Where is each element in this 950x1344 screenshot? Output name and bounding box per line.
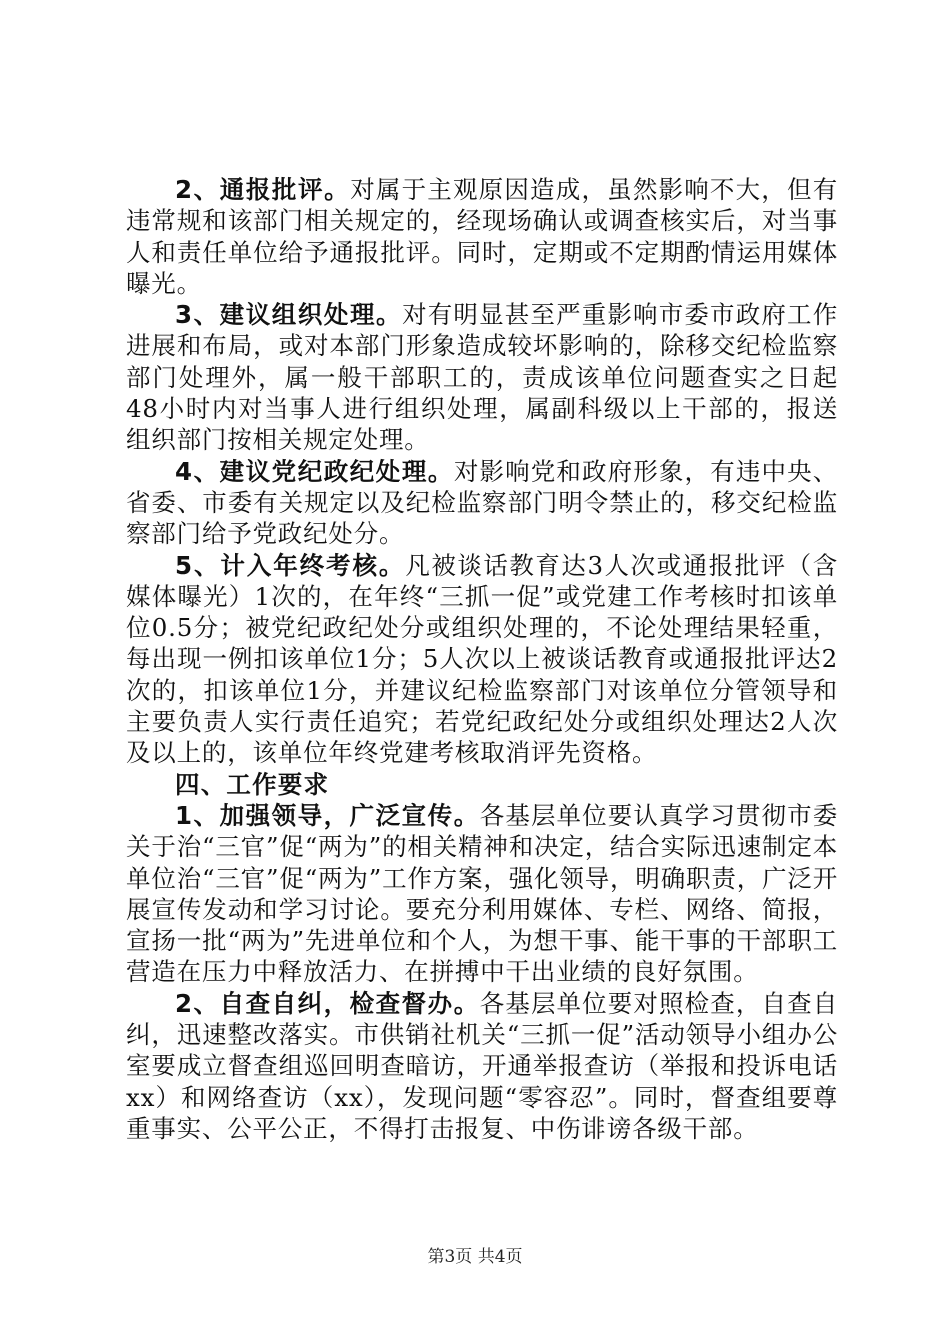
paragraph-text: 凡被谈话教育达3人次或通报批评（含媒体曝光）1次的，在年终“三抓一促”或党建工作考核时扣该单位0.5分；被党纪政纪处分或组织处理的，不论处理结果轻重，每出现一例扣该单位1分；5人次以上被谈话教育或通报批评达2次的，扣该单位1分，并建议纪检监察部门对该单位分管领导和主要负责人实行责任追究；若党纪政纪处分或组织处理达2人次及以上的，该单位年终党建考核取消评先资格。 xyxy=(126,550,839,768)
paragraph-text: 对有明显甚至严重影响市委市政府工作进展和布局，或对本部门形象造成较坏影响的，除移交纪检监察部门处理外，属一般干部职工的，责成该单位问题查实之日起48小时内对当事人进行组织处理，属副科级以上干部的，报送组织部门按相关规定处理。 xyxy=(126,300,838,455)
paragraph-title: 2、通报批评。 xyxy=(175,175,351,204)
paragraph-text: 对属于主观原因造成，虽然影响不大，但有违常规和该部门相关规定的，经现场确认或调查核实后，对当事人和责任单位给予通报批评。同时，定期或不定期酌情运用媒体曝光。 xyxy=(126,175,838,298)
paragraph-text: 各基层单位要认真学习贯彻市委关于治“三官”促“两为”的相关精神和决定，结合实际迅速制定本单位治“三官”促“两为”工作方案，强化领导，明确职责，广泛开展宣传发动和学习讨论。要充分利用媒体、专栏、网络、简报，宣扬一批“两为”先进单位和个人，为想干事、能干事的干部职工营造在压力中释放活力、在拼搏中干出业绩的良好氛围。 xyxy=(126,800,838,987)
paragraph-annual-assessment xyxy=(126,550,838,769)
paragraph-title: 3、建议组织处理。 xyxy=(175,300,403,330)
document-body xyxy=(126,174,838,1144)
page-number-footer: 第3页 共4页 xyxy=(427,1247,523,1267)
paragraph-text: 各基层单位要对照检查，自查自纠，迅速整改落实。市供销社机关“三抓一促”活动领导小组办公室要成立督查组巡回明查暗访，开通举报查访（举报和投诉电话xx）和网络查访（xx），发现问题“零容忍”。同时，督查组要尊重事实、公平公正，不得打击报复、中伤诽谤各级干部。 xyxy=(126,988,838,1143)
paragraph-title: 2、自查自纠，检查督办。 xyxy=(175,988,480,1018)
paragraph-title: 5、计入年终考核。 xyxy=(175,550,406,580)
paragraph-organizational-handling xyxy=(126,299,838,455)
paragraph-self-inspection xyxy=(126,988,838,1144)
paragraph-notice-criticism xyxy=(126,174,838,299)
paragraph-title: 1、加强领导，广泛宣传。 xyxy=(175,800,480,830)
paragraph-title: 4、建议党纪政纪处理。 xyxy=(175,456,454,486)
paragraph-text: 对影响党和政府形象，有违中央、省委、市委有关规定以及纪检监察部门明令禁止的，移交纪检监察部门给予党政纪处分。 xyxy=(126,456,839,549)
paragraph-leadership-publicity xyxy=(126,800,838,988)
section-heading: 四、工作要求 xyxy=(175,769,330,799)
paragraph-party-discipline xyxy=(126,456,838,550)
